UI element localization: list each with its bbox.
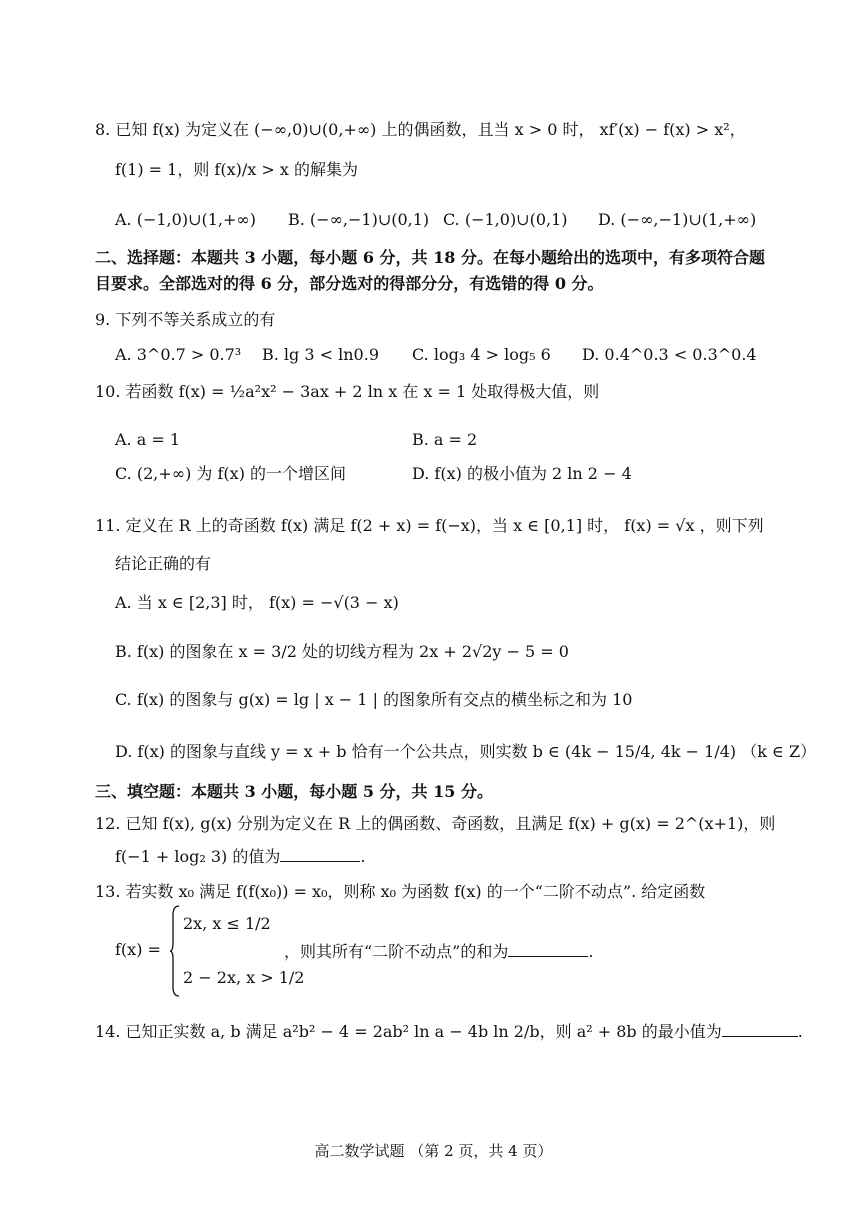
q8-stem-line1: 8. 已知 f(x) 为定义在 (−∞,0)∪(0,+∞) 上的偶函数，且当 x > 0 时， xf′(x) − f(x) > x²， [95,120,746,139]
q8-option-a: A. (−1,0)∪(1,+∞) [115,210,256,229]
page-footer: 高二数学试题 （第 2 页，共 4 页） [314,1142,553,1160]
q14-stem-text: 14. 已知正实数 a, b 满足 a²b² − 4 = 2ab² ln a − 4b ln 2/b，则 a² + 8b 的最小值为 [95,1022,722,1041]
q13-tail-text: ，则其所有“二阶不动点”的和为 [284,942,509,961]
q11-stem-line2: 结论正确的有 [115,554,212,573]
q9-option-c: C. log₃ 4 > log₅ 6 [412,345,551,364]
q10-stem: 10. 若函数 f(x) = ½a²x² − 3ax + 2 ln x 在 x = 1 处取得极大值，则 [95,382,600,401]
q8-option-b: B. (−∞,−1)∪(0,1) [288,210,430,229]
q11-stem-line1: 11. 定义在 R 上的奇函数 f(x) 满足 f(2 + x) = f(−x)，当 x ∈ [0,1] 时， f(x) = √x ，则下列 [95,516,764,535]
q10-option-b: B. a = 2 [412,430,478,449]
q8-stem2-text: f(1) = 1，则 f(x)/x > x 的解集为 [115,160,358,179]
q13-case1: 2x, x ≤ 1/2 [183,914,271,933]
q13-fx-label: f(x) = [115,940,161,959]
q11-option-b: B. f(x) 的图象在 x = 3/2 处的切线方程为 2x + 2√2y − 5 = 0 [115,642,569,661]
q13-answer-blank[interactable] [508,938,588,957]
q14-stem: 14. 已知正实数 a, b 满足 a²b² − 4 = 2ab² ln a − 4b ln 2/b，则 a² + 8b 的最小值为 . [95,1018,803,1044]
q11-option-a: A. 当 x ∈ [2,3] 时， f(x) = −√(3 − x) [115,593,399,612]
q13-case2: 2 − 2x, x > 1/2 [183,968,305,987]
q8-stem-line2 [115,158,358,182]
q9-stem: 9. 下列不等关系成立的有 [95,310,276,329]
q10-option-d: D. f(x) 的极小值为 2 ln 2 − 4 [412,464,632,483]
q10-option-a: A. a = 1 [115,430,181,449]
q12-answer-blank[interactable] [280,843,360,862]
q9-option-a: A. 3^0.7 > 0.7³ [115,345,242,364]
q11-option-c: C. f(x) 的图象与 g(x) = lg | x − 1 | 的图象所有交点的横坐标之和为 10 [115,690,633,709]
q12-stem-line2: f(−1 + log₂ 3) 的值为 . [115,843,365,869]
q9-option-b: B. lg 3 < ln0.9 [262,345,379,364]
q9-option-d: D. 0.4^0.3 < 0.3^0.4 [582,345,757,364]
q13-stem-line1: 13. 若实数 x₀ 满足 f(f(x₀)) = x₀，则称 x₀ 为函数 f(x) 的一个“二阶不动点”. 给定函数 [95,882,706,901]
section2-header-line2: 目要求。全部选对的得 6 分，部分选对的得部分分，有选错的得 0 分。 [95,274,604,293]
q13-tail: ，则其所有“二阶不动点”的和为 . [284,938,593,964]
q12-stem-line1: 12. 已知 f(x), g(x) 分别为定义在 R 上的偶函数、奇函数，且满足 f(x) + g(x) = 2^(x+1)，则 [95,814,776,833]
q10-option-c: C. (2,+∞) 为 f(x) 的一个增区间 [115,464,347,483]
q8-option-d: D. (−∞,−1)∪(1,+∞) [598,210,757,229]
q11-option-d: D. f(x) 的图象与直线 y = x + b 恰有一个公共点，则实数 b ∈ (4k − 15/4, 4k − 1/4) （k ∈ Z） [115,742,817,761]
q13-piecewise-brace [170,905,180,997]
section3-header: 三、填空题：本题共 3 小题，每小题 5 分，共 15 分。 [95,782,493,801]
q14-answer-blank[interactable] [722,1018,798,1037]
q12-stem2-text: f(−1 + log₂ 3) 的值为 [115,847,281,866]
q8-option-c: C. (−1,0)∪(0,1) [443,210,568,229]
section2-header-line1: 二、选择题：本题共 3 小题，每小题 6 分，共 18 分。在每小题给出的选项中，有多项符合题 [95,248,765,267]
